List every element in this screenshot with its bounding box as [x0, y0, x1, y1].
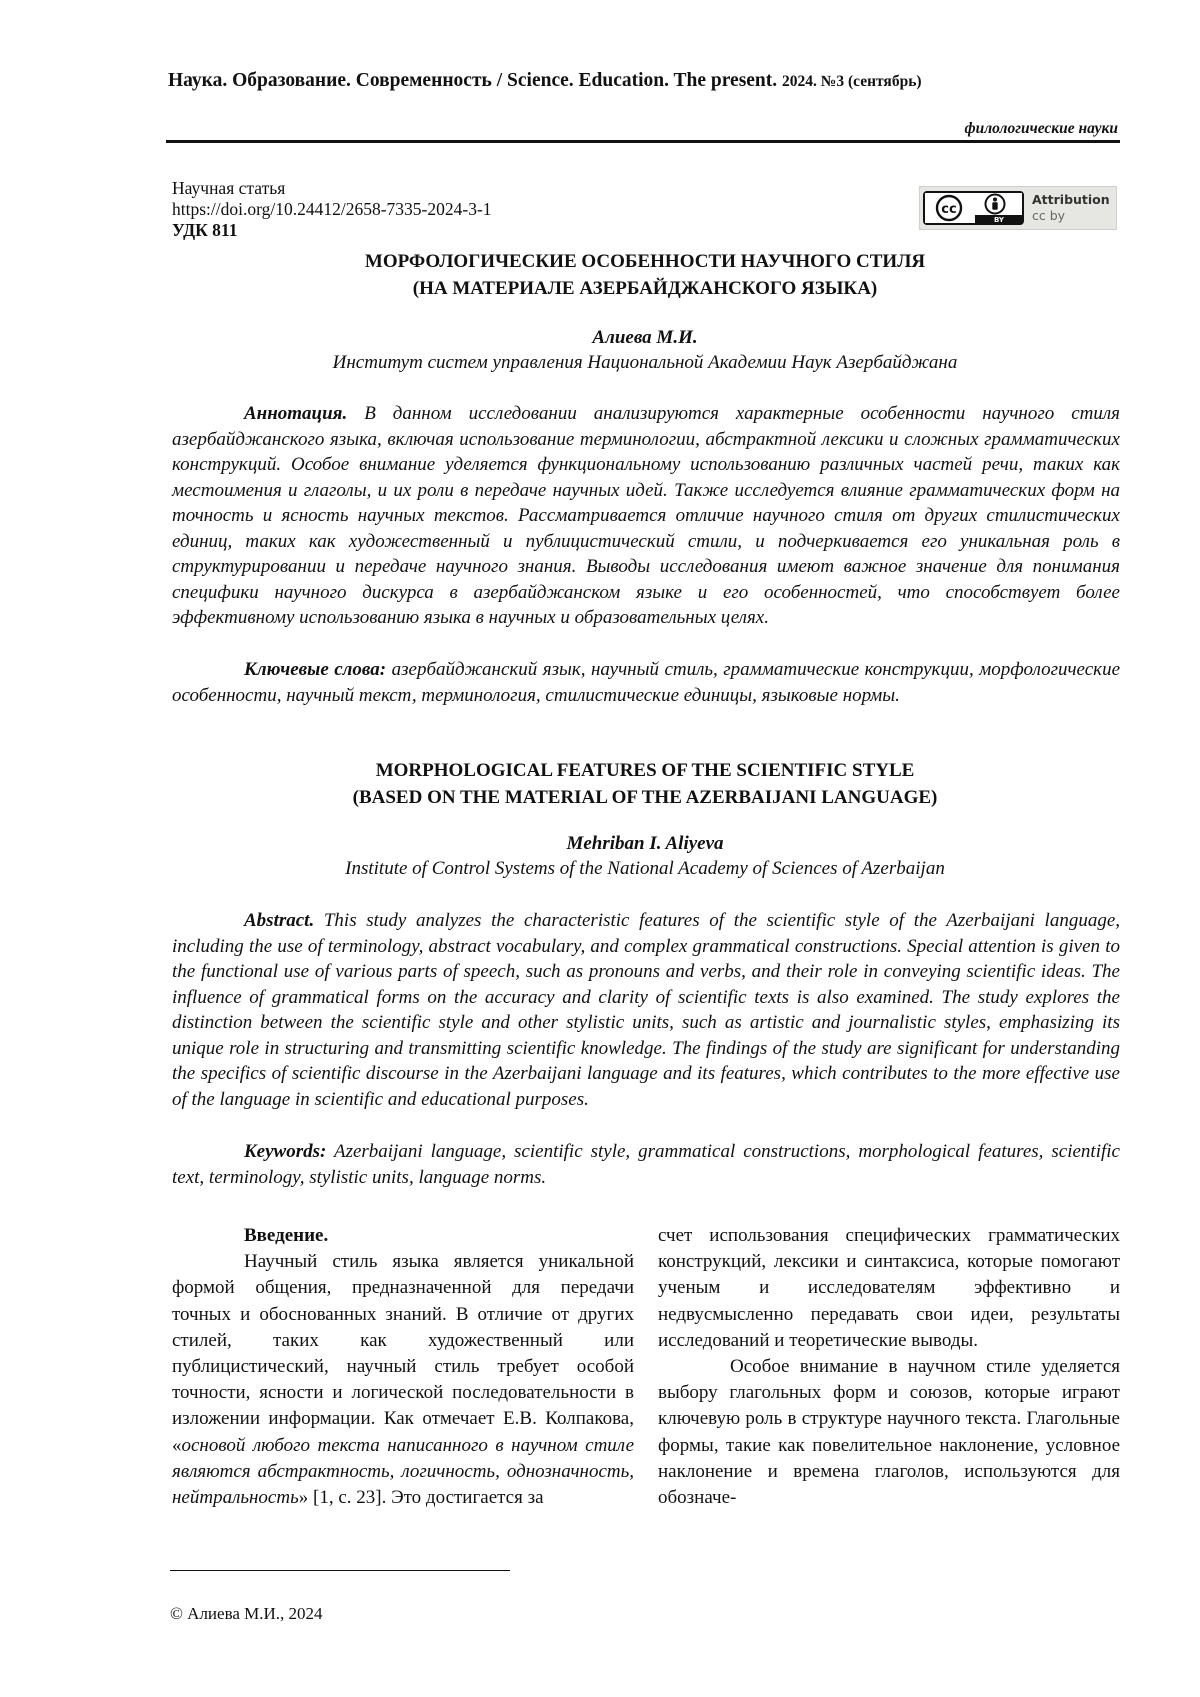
body-column-right: [658, 1223, 1120, 1511]
ru-title: [170, 248, 1120, 302]
en-affiliation: Institute of Control Systems of the National Academy of Sciences of Azerbaijan: [345, 858, 945, 879]
ru-abstract-text: В данном исследовании анализируются характерные особенности научного стиля азербайджанского языка, включая использование терминологии, абстрактной лексики и сложных грамматических конструкций. Особое внимание уделяется функциональному использованию различных частей речи, таких как местоимения и глаголы, и их роли в передаче научных идей. Также исследуется влияние грамматических форм на точность и ясность научных текстов. Рассматривается отличие научного стиля от других стилистических единиц, таких как художественный и публицистический стили, и подчеркивается его уникальная роль в структурировании и передаче научного знания. Выводы исследования имеют важное значение для понимания специфики научного дискурса в азербайджанском языке и его особенностей, что способствует более эффективному использованию языка в научных и образовательных целях.: [172, 403, 1121, 628]
intro-paragraph: [172, 1249, 634, 1511]
body-column-left: [172, 1223, 634, 1511]
license-title: Attribution: [1032, 192, 1110, 207]
kolpakova-quote: основой любого текста написанного в научном стиле являются абстрактность, логичность, однозначность, нейтральность: [172, 1434, 634, 1509]
section-label: филологические науки: [964, 120, 1118, 137]
cc-icon: [925, 193, 1022, 223]
doi-link[interactable]: https://doi.org/10.24412/2658-7335-2024-3-1: [172, 199, 492, 219]
en-keywords-label: Keywords:: [244, 1141, 327, 1162]
en-keywords-text: Azerbaijani language, scientific style, grammatical constructions, morphological features, scientific text, terminology, stylistic units, language norms.: [172, 1141, 1120, 1188]
ru-keywords-text: азербайджанский язык, научный стиль, грамматические конструкции, морфологические особенности, научный текст, терминология, стилистические единицы, языковые нормы.: [172, 659, 1120, 706]
copyright-notice: © Алиева М.И., 2024: [170, 1604, 323, 1623]
intro-heading: Введение.: [244, 1225, 329, 1246]
cc-text: cc: [941, 202, 957, 217]
en-author: Mehriban I. Aliyeva: [566, 833, 724, 854]
intro-paragraph-continued: счет использования специфических грамматических конструкций, лексики и синтаксиса, которые помогают ученым и исследователям эффективно и недвусмысленно передавать свои идеи, результаты исследований и теоретические выводы.: [658, 1225, 1120, 1351]
ru-abstract-label: Аннотация.: [244, 403, 348, 424]
footnote-rule: [170, 1570, 510, 1571]
intro-text-tail: » [1, с. 23]. Это достигается за: [298, 1487, 544, 1509]
article-meta: [172, 178, 492, 241]
ru-title-line1: МОРФОЛОГИЧЕСКИЕ ОСОБЕННОСТИ НАУЧНОГО СТИЛЯ: [364, 251, 926, 272]
license-subtitle: cc by: [1032, 208, 1066, 223]
en-title-line2: (BASED ON THE MATERIAL OF THE AZERBAIJANI LANGUAGE): [352, 787, 938, 808]
journal-issue: 2024. №3 (сентябрь): [782, 73, 922, 90]
license-icons: [923, 191, 1024, 225]
en-keywords: [172, 1139, 1120, 1190]
license-text: [1032, 192, 1110, 224]
header-rule: [166, 140, 1120, 143]
udk-code: УДК 811: [172, 220, 238, 240]
verb-forms-paragraph: Особое внимание в научном стиле уделяется выбору глагольных форм и союзов, которые играют ключевую роль в структуре научного текста. Глагольные формы, такие как повелительное наклонение, условное наклонение и времена глаголов, используются для обозначе-: [658, 1356, 1120, 1509]
article-type: Научная статья: [172, 178, 286, 198]
ru-abstract: [172, 401, 1120, 631]
ru-author: Алиева М.И.: [592, 327, 698, 348]
journal-name: Наука. Образование. Современность / Science. Education. The present.: [168, 70, 778, 91]
license-badge[interactable]: [919, 186, 1117, 230]
en-title-line1: MORPHOLOGICAL FEATURES OF THE SCIENTIFIC STYLE: [375, 760, 915, 781]
intro-text: Научный стиль языка является уникальной формой общения, предназначенной для передачи точных и обоснованных знаний. В отличие от других стилей, таких как художественный или публицистический, научный стиль требует особой точности, ясности и логической последовательности в изложении информации. Как отмечает Е.В. Колпакова, «: [172, 1251, 634, 1456]
journal-header: [168, 70, 1118, 92]
by-text: BY: [993, 216, 1005, 223]
ru-keywords-label: Ключевые слова:: [244, 659, 387, 680]
ru-affiliation: Институт систем управления Национальной Академии Наук Азербайджана: [332, 352, 958, 373]
en-title: [170, 757, 1120, 811]
en-abstract-label: Abstract.: [244, 910, 315, 931]
ru-keywords: [172, 657, 1120, 708]
en-abstract: [172, 908, 1120, 1112]
ru-title-line2: (НА МАТЕРИАЛЕ АЗЕРБАЙДЖАНСКОГО ЯЗЫКА): [412, 278, 878, 299]
en-abstract-text: This study analyzes the characteristic features of the scientific style of the Azerbaijani language, including the use of terminology, abstract vocabulary, and complex grammatical constructions. Special attention is given to the functional use of various parts of speech, such as pronouns and verbs, and their role in conveying scientific ideas. The influence of grammatical forms on the accuracy and clarity of scientific texts is also examined. The study explores the distinction between the scientific style and other stylistic units, such as artistic and journalistic styles, emphasizing its unique role in structuring and transmitting scientific knowledge. The findings of the study are significant for understanding the specifics of scientific discourse in the Azerbaijani language and its features, which contributes to the more effective use of the language in scientific and educational purposes.: [172, 910, 1120, 1110]
